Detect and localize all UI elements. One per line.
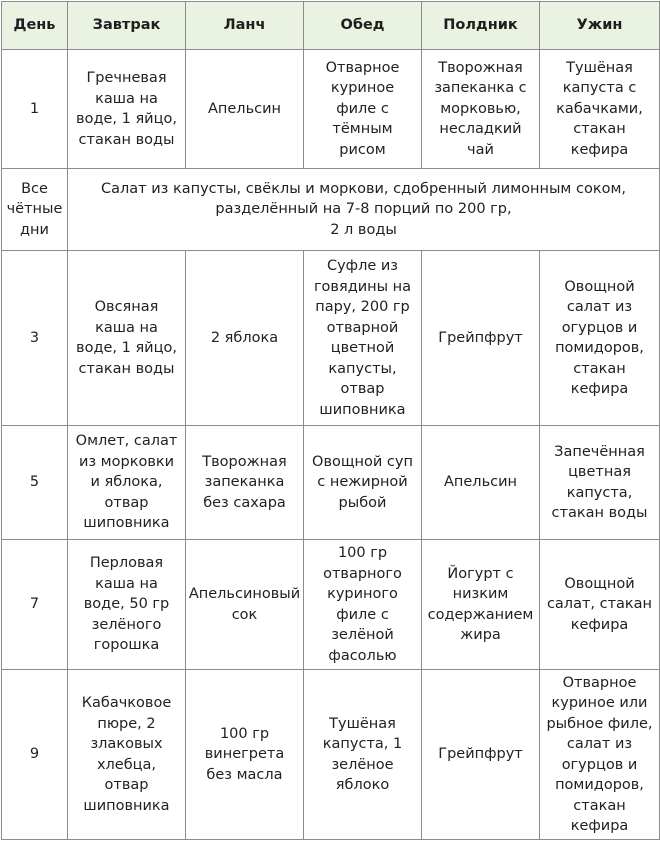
lunch-cell: Апельсин <box>186 50 304 169</box>
table-row <box>2 670 660 840</box>
day-cell: 9 <box>2 670 68 840</box>
snack-cell: Йогурт с низким содержанием жира <box>422 540 540 670</box>
supper-cell: Отварное куриное или рыбное филе, салат из огурцов и помидоров, стакан кефира <box>540 670 660 840</box>
header-supper: Ужин <box>540 2 660 50</box>
supper-cell: Овощной салат, стакан кефира <box>540 540 660 670</box>
header-dinner: Обед <box>304 2 422 50</box>
supper-cell: Тушёная капуста с кабачками, стакан кефира <box>540 50 660 169</box>
dinner-cell: 100 гр отварного куриного филе с зелёной фасолью <box>304 540 422 670</box>
snack-cell: Апельсин <box>422 426 540 540</box>
supper-cell: Овощной салат из огурцов и помидоров, стакан кефира <box>540 251 660 426</box>
table-row <box>2 50 660 169</box>
snack-cell: Творожная запеканка с морковью, несладкий чай <box>422 50 540 169</box>
snack-cell: Грейпфрут <box>422 251 540 426</box>
table-row <box>2 540 660 670</box>
header-lunch: Ланч <box>186 2 304 50</box>
day-cell: 7 <box>2 540 68 670</box>
dinner-cell: Суфле из говядины на пару, 200 гр отварной цветной капусты, отвар шиповника <box>304 251 422 426</box>
lunch-cell: Апельсиновый сок <box>186 540 304 670</box>
even-days-merged-cell: Салат из капусты, свёклы и моркови, сдобренный лимонным соком, разделённый на 7-8 порций по 200 гр, 2 л воды <box>68 169 660 251</box>
day-cell: 1 <box>2 50 68 169</box>
header-day: День <box>2 2 68 50</box>
dinner-cell: Овощной суп с нежирной рыбой <box>304 426 422 540</box>
supper-cell: Запечённая цветная капуста, стакан воды <box>540 426 660 540</box>
day-cell: Все чётные дни <box>2 169 68 251</box>
table-row <box>2 426 660 540</box>
lunch-cell: 100 гр винегрета без масла <box>186 670 304 840</box>
header-row <box>2 2 660 50</box>
breakfast-cell: Овсяная каша на воде, 1 яйцо, стакан воды <box>68 251 186 426</box>
snack-cell: Грейпфрут <box>422 670 540 840</box>
table-row <box>2 251 660 426</box>
breakfast-cell: Омлет, салат из морковки и яблока, отвар шиповника <box>68 426 186 540</box>
lunch-cell: Творожная запеканка без сахара <box>186 426 304 540</box>
day-cell: 3 <box>2 251 68 426</box>
dinner-cell: Отварное куриное филе с тёмным рисом <box>304 50 422 169</box>
table-row <box>2 169 660 251</box>
lunch-cell: 2 яблока <box>186 251 304 426</box>
day-cell: 5 <box>2 426 68 540</box>
breakfast-cell: Гречневая каша на воде, 1 яйцо, стакан воды <box>68 50 186 169</box>
dinner-cell: Тушёная капуста, 1 зелёное яблоко <box>304 670 422 840</box>
breakfast-cell: Кабачковое пюре, 2 злаковых хлебца, отвар шиповника <box>68 670 186 840</box>
diet-menu-table <box>1 1 660 840</box>
header-breakfast: Завтрак <box>68 2 186 50</box>
breakfast-cell: Перловая каша на воде, 50 гр зелёного горошка <box>68 540 186 670</box>
header-snack: Полдник <box>422 2 540 50</box>
